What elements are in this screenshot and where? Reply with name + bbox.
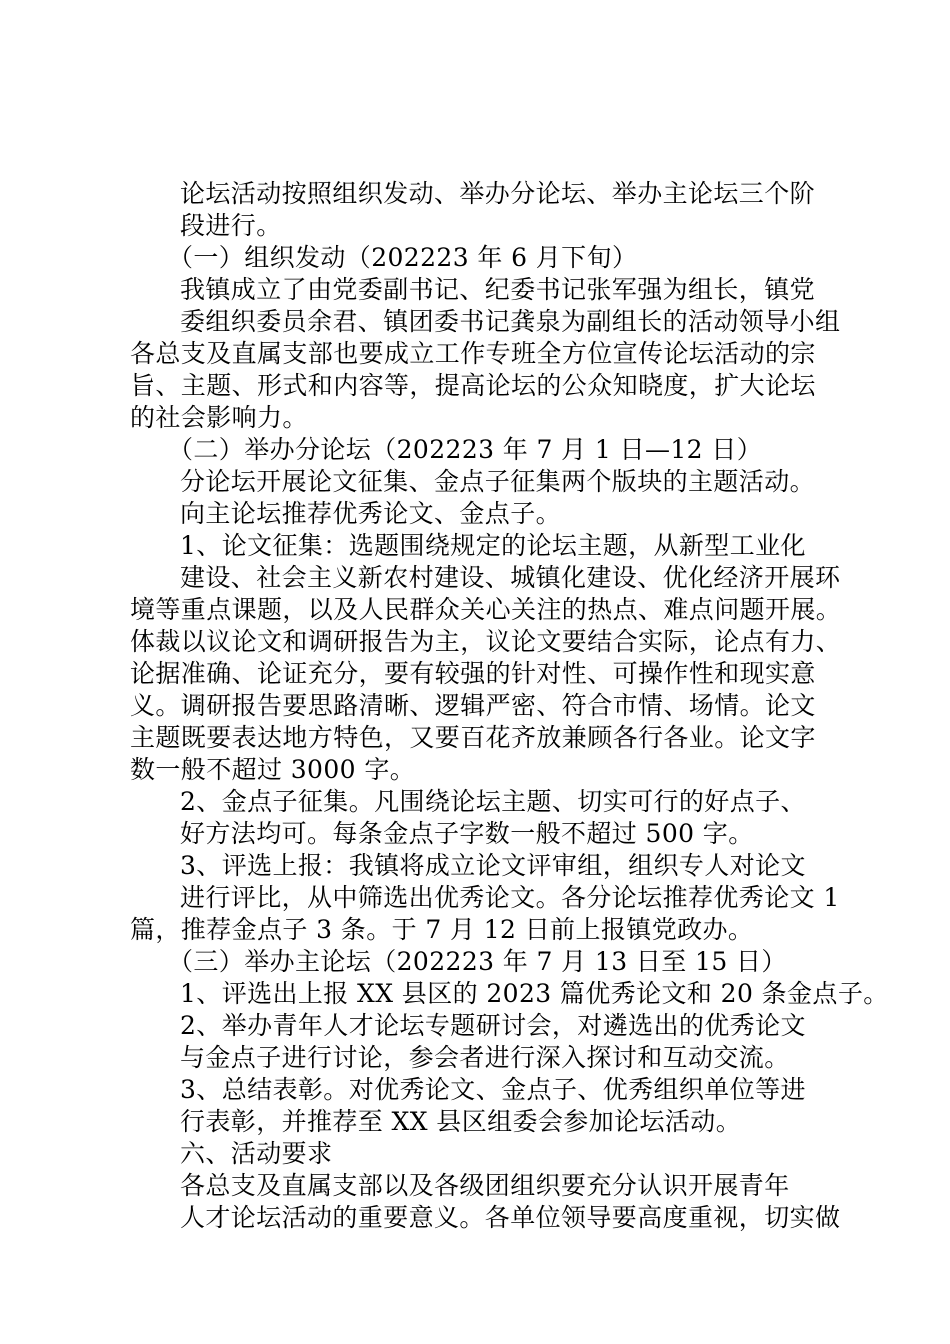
text-line: 数一般不超过 3000 字。 <box>130 755 416 784</box>
text-line: 好方法均可。每条金点子字数一般不超过 500 字。 <box>180 819 754 848</box>
text-line: 旨、主题、形式和内容等，提高论坛的公众知晓度，扩大论坛 <box>130 371 816 400</box>
text-line: 的社会影响力。 <box>130 403 308 432</box>
text-line: 进行评比，从中筛选出优秀论文。各分论坛推荐优秀论文 1 <box>180 883 840 912</box>
text-line: 2、举办青年人才论坛专题研讨会，对遴选出的优秀论文 <box>180 1011 806 1040</box>
text-line: 段进行。 <box>180 211 282 240</box>
text-line: 3、总结表彰。对优秀论文、金点子、优秀组织单位等进 <box>180 1075 806 1104</box>
text-line: 建设、社会主义新农村建设、城镇化建设、优化经济开展环 <box>180 563 841 592</box>
text-line: 各总支及直属支部也要成立工作专班全方位宣传论坛活动的宗 <box>130 339 816 368</box>
text-line: 主题既要表达地方特色，又要百花齐放兼顾各行各业。论文字 <box>130 723 816 752</box>
text-line: 论据准确、论证充分，要有较强的针对性、可操作性和现实意 <box>130 659 816 688</box>
text-line: 各总支及直属支部以及各级团组织要充分认识开展青年 <box>180 1171 790 1200</box>
text-line: 委组织委员余君、镇团委书记龚泉为副组长的活动领导小组 <box>180 307 841 336</box>
text-line: 1、评选出上报 XX 县区的 2023 篇优秀论文和 20 条金点子。 <box>180 979 889 1008</box>
section-heading: 六、活动要求 <box>180 1139 333 1168</box>
text-line: 义。调研报告要思路清晰、逻辑严密、符合市情、场情。论文 <box>130 691 816 720</box>
text-line: 向主论坛推荐优秀论文、金点子。 <box>180 499 562 528</box>
section-heading: （三）举办主论坛（202223 年 7 月 13 日至 15 日） <box>168 947 787 976</box>
text-line: 3、评选上报：我镇将成立论文评审组，组织专人对论文 <box>180 851 806 880</box>
section-heading: （二）举办分论坛（202223 年 7 月 1 日—12 日） <box>168 435 763 464</box>
text-line: 我镇成立了由党委副书记、纪委书记张军强为组长，镇党 <box>180 275 816 304</box>
text-line: 行表彰，并推荐至 XX 县区组委会参加论坛活动。 <box>180 1107 742 1136</box>
text-line: 论坛活动按照组织发动、举办分论坛、举办主论坛三个阶 <box>180 179 816 208</box>
text-line: 境等重点课题，以及人民群众关心关注的热点、难点问题开展。 <box>130 595 842 624</box>
text-line: 篇，推荐金点子 3 条。于 7 月 12 日前上报镇党政办。 <box>130 915 754 944</box>
text-line: 1、论文征集：选题围绕规定的论坛主题，从新型工业化 <box>180 531 806 560</box>
section-heading: （一）组织发动（202223 年 6 月下旬） <box>168 243 638 272</box>
text-line: 分论坛开展论文征集、金点子征集两个版块的主题活动。 <box>180 467 816 496</box>
text-line: 人才论坛活动的重要意义。各单位领导要高度重视，切实做 <box>180 1203 841 1232</box>
text-line: 2、金点子征集。凡围绕论坛主题、切实可行的好点子、 <box>180 787 806 816</box>
text-line: 体裁以议论文和调研报告为主，议论文要结合实际，论点有力、 <box>130 627 842 656</box>
text-line: 与金点子进行讨论，参会者进行深入探讨和互动交流。 <box>180 1043 790 1072</box>
